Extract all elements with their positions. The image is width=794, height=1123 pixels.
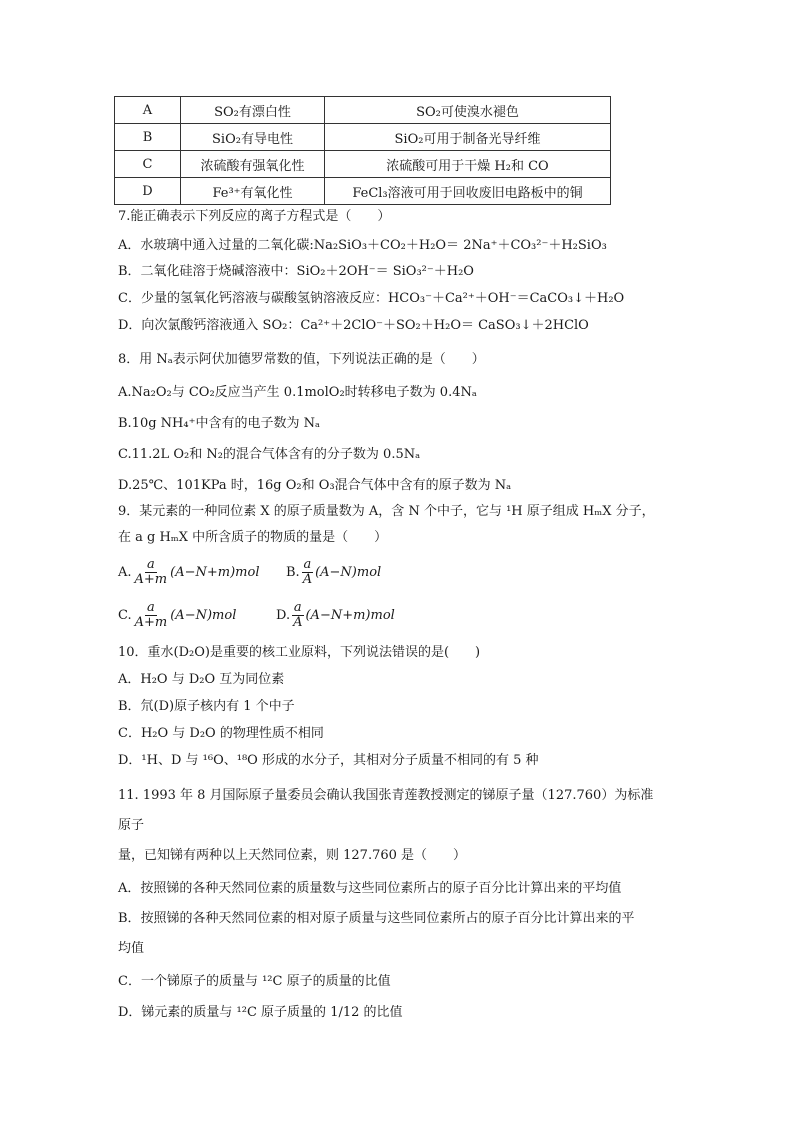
fraction <box>133 601 170 630</box>
q10-option-c: C．H₂O 与 D₂O 的物理性质不相同 <box>118 726 324 741</box>
row-label: A <box>115 97 181 124</box>
fraction <box>133 558 170 587</box>
table-row <box>115 124 611 151</box>
denominator: A+m <box>134 572 168 587</box>
expression: (A−N+m)mol <box>305 608 395 623</box>
numerator: a <box>146 557 155 572</box>
table-row <box>115 97 611 124</box>
fraction <box>301 558 314 587</box>
row-label: D <box>115 178 181 205</box>
row-application: SiO₂可用于制备光导纤维 <box>325 124 611 151</box>
q9-option-d <box>276 601 395 630</box>
q9-option-c <box>118 601 236 630</box>
row-property: SiO₂有导电性 <box>181 124 325 151</box>
q11-stem-line1: 11. 1993 年 8 月国际原子量委员会确认我国张青莲教授测定的锑原子量（127.760）为标准 <box>118 788 654 803</box>
q8-stem: 8．用 Nₐ表示阿伏加德罗常数的值，下列说法正确的是（ ） <box>118 352 485 367</box>
option-label: B. <box>286 565 300 580</box>
row-property: SO₂有漂白性 <box>181 97 325 124</box>
numerator: a <box>147 600 155 615</box>
q7-stem: 7.能正确表示下列反应的离子方程式是（ ） <box>118 209 391 224</box>
q9-stem-line1: 9．某元素的一种同位素 X 的原子质量数为 A，含 N 个中子，它与 ¹H 原子组成 HₘX 分子， <box>118 504 655 519</box>
q10-option-a: A．H₂O 与 D₂O 互为同位素 <box>118 672 285 687</box>
q7-option-a: A．水玻璃中通入过量的二氧化碳:Na₂SiO₃＋CO₂＋H₂O＝ 2Na⁺＋CO₃²⁻＋H₂SiO₃ <box>118 238 607 253</box>
q11-stem-line2: 原子 <box>118 818 145 833</box>
q7-option-c: C．少量的氢氧化钙溶液与碳酸氢钠溶液反应：HCO₃⁻＋Ca²⁺＋OH⁻＝CaCO₃↓＋H₂O <box>118 291 625 306</box>
row-label: B <box>115 124 181 151</box>
options-table <box>114 96 611 205</box>
q11-option-d: D．锑元素的质量与 ¹²C 原子质量的 1/12 的比值 <box>118 1005 403 1020</box>
expression: (A−N)mol <box>170 608 237 623</box>
q11-option-b-line1: B．按照锑的各种天然同位素的相对原子质量与这些同位素所占的原子百分比计算出来的平 <box>118 911 635 926</box>
numerator: a <box>303 557 312 572</box>
expression: (A−N)mol <box>315 565 382 580</box>
denominator: A <box>293 615 303 630</box>
row-label: C <box>115 151 181 178</box>
denominator: A <box>302 572 313 587</box>
q11-option-b-line2: 均值 <box>118 941 145 956</box>
option-label: D. <box>276 608 291 623</box>
fraction <box>291 601 304 630</box>
q7-option-d: D．向次氯酸钙溶液通入 SO₂：Ca²⁺＋2ClO⁻＋SO₂＋H₂O＝ CaSO₃↓＋2HClO <box>118 318 589 333</box>
row-property: Fe³⁺有氧化性 <box>181 178 325 205</box>
table-row <box>115 151 611 178</box>
numerator: a <box>293 600 302 615</box>
row-application: SO₂可使溴水褪色 <box>325 97 611 124</box>
expression: (A−N+m)mol <box>170 565 260 580</box>
option-label: C. <box>118 608 132 623</box>
row-property: 浓硫酸有强氧化性 <box>181 151 325 178</box>
q11-option-c: C．一个锑原子的质量与 ¹²C 原子的质量的比值 <box>118 974 391 989</box>
row-application: FeCl₃溶液可用于回收废旧电路板中的铜 <box>325 178 611 205</box>
q8-option-d: D.25℃、101KPa 时，16g O₂和 O₃混合气体中含有的原子数为 Nₐ <box>118 478 512 493</box>
q10-option-b: B．氘(D)原子核内有 1 个中子 <box>118 699 295 714</box>
q11-option-a: A．按照锑的各种天然同位素的质量数与这些同位素所占的原子百分比计算出来的平均值 <box>118 881 622 896</box>
q11-stem-line3: 量，已知锑有两种以上天然同位素，则 127.760 是（ ） <box>118 848 467 863</box>
option-label: A. <box>118 565 132 580</box>
table-row <box>115 178 611 205</box>
q9-option-a <box>118 558 259 587</box>
q9-option-b <box>286 558 381 587</box>
q10-stem: 10．重水(D₂O)是重要的核工业原料，下列说法错误的是( ) <box>118 645 481 660</box>
row-application: 浓硫酸可用于干燥 H₂和 CO <box>325 151 611 178</box>
q9-stem-line2: 在 a g HₘX 中所含质子的物质的量是（ ） <box>118 530 388 545</box>
q8-option-a: A.Na₂O₂与 CO₂反应当产生 0.1molO₂时转移电子数为 0.4Nₐ <box>118 385 477 400</box>
q10-option-d: D．¹H、D 与 ¹⁶O、¹⁸O 形成的水分子，其相对分子质量不相同的有 5 种 <box>118 753 539 768</box>
q8-option-b: B.10g NH₄⁺中含有的电子数为 Nₐ <box>118 416 320 431</box>
q7-option-b: B．二氧化硅溶于烧碱溶液中：SiO₂＋2OH⁻＝ SiO₃²⁻＋H₂O <box>118 264 474 279</box>
denominator: A+m <box>134 615 168 630</box>
q8-option-c: C.11.2L O₂和 N₂的混合气体含有的分子数为 0.5Nₐ <box>118 447 421 462</box>
